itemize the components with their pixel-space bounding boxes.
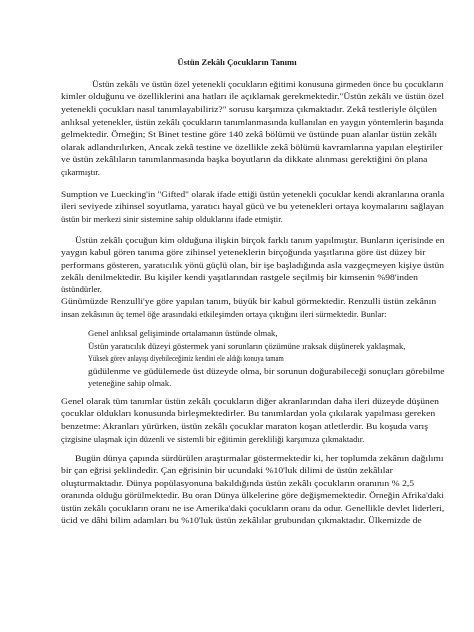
text-line: insan zekâsının üç temel öğe arasındaki etkileşimden ortaya çıktığını ileri sürmektedir. Bunlar: (61, 309, 387, 319)
text-line: çıkarmıştır. (61, 167, 100, 177)
text-line: Bugün dünya çapında sürdürülen araştırmalar göstermektedir ki, her toplumda zekânın dağılımı (75, 453, 444, 463)
text-line: güdülenme ve güdülemede üst düzeyde olma, bir sorunun doğurabileceği sonuçları görebilme (88, 366, 445, 376)
text-line: Üstün zekâlı ve üstün özel yetenekli çocukların eğitimi konusuna girmeden önce bu çocukların (92, 79, 444, 89)
text-line: çocuklar oldukları konusunda birleşmektedirler. Bu tanımlardan yola çıkılarak yapılması gereken (61, 408, 436, 418)
text-line: Sumption ve Luecking'in "Gifted" olarak ifade ettiği üstün yetenekli çocuklar kendi akranlarına oranla (61, 189, 445, 199)
text-line: yaygın kabul gören tanıma göre zihinsel yeteneklerin birçoğunda yaşıtlarına göre üst düzey bir (61, 247, 426, 257)
text-line: Üstün zekâlı çocuğun kim olduğuna ilişkin birçok farklı tanım yapılmıştır. Bunların içerisinde en (75, 235, 445, 245)
text-line: benzetme: Akranları yürürken, üstün zekâlı çocuklar maraton koşan atletlerdir. Bu koşuda varış (61, 421, 428, 431)
text-line: gelmektedir. Örneğin; St Binet testine göre 140 zekâ bölümü ve üstünde puan alanlar üstün zekâlı (61, 129, 438, 139)
text-line: ve üstün zekâlıların tanımlanmasında başka boyutların da dikkate alınması gerektiğini ön plana (61, 154, 428, 164)
text-line: zekâlı denilmektedir. Bu kişiler kendi yaşıtlarından rastgele seçilmiş bir kimsenin %98'inden (61, 272, 418, 282)
text-line: oluşturmaktadır. Dünya popülasyonuna bakıldığında üstün zekâlı çocukların oranının % 2,5 (61, 478, 415, 488)
text-line: Genel olarak tüm tanımlar üstün zekâlı çocukların diğer akranlarından daha ileri düzeyde düşünen (61, 396, 439, 406)
text-line: ücid ve dâhi bilim adamları bu %10'luk üstün zekâlılar grubundan çıkmaktadır. Ülkemizde de (61, 515, 422, 525)
text-line: oranında olduğu görülmektedir. Bu oran Dünya ülkelerine göre değişmemektedir. Örneğin Afrika'daki (61, 490, 444, 500)
text-line: Günümüzde Renzulli'ye göre yapılan tanım, büyük bir kabul görmektedir. Renzulli üstün zekânın (61, 296, 437, 306)
text-line: olarak adlandırılırken, Ancak zekâ testine ve özellikle zekâ bölümü kavramlarına yapılan eleştiriler (61, 142, 443, 152)
text-line: ileri seviyede zihinsel soyutlama, yaratıcı hayal gücü ve bu yetenekleri ortaya koymalarını sağlayan (61, 201, 444, 211)
text-line: yetenekli çocukları nasıl tanımlayabiliriz?" sorusu karşımıza çıkmaktadır. Zekâ testleriyle ölçülen (61, 104, 437, 114)
text-line: üstündürler. (61, 284, 102, 294)
text-line: performans gösteren, yaratıcılık yönü güçlü olan, bir işe başladığında asla vazgeçmeyen kişiye üstün (61, 260, 445, 270)
text-line: anlıksal yetenekler, üstün zekâlı çocukların tanımlanmasında kullanılan en yaygın yöntemlerin başında (61, 117, 444, 127)
text-line: üstün bir merkezi sinir sistemine sahip olduklarını ifade etmiştir. (61, 214, 283, 224)
text-line: Yüksek görev anlayışı diyebileceğimiz kendini ele aldığı konuya tamam (88, 353, 284, 363)
text-line: Genel anlıksal gelişiminde ortalamanın üstünde olmak, (88, 328, 278, 338)
text-line: çizgisine ulaşmak için düzenli ve sistemli bir eğitimin gerekliliği karşımıza çıkmaktadır. (61, 434, 365, 444)
text-line: kimler olduğunu ve özelliklerini ana hatları ile açıklamak gerekmektedir."Üstün zekâlı ve üstün özel (61, 91, 445, 101)
text-line: Üstün yaratıcılık düzeyi göstermek yani sorunların çözümüne ıraksak düşünerek yaklaşmak, (88, 341, 406, 351)
text-line: üstün zekâlı çocukların oranı ne ise Amerika'daki çocukların oranı da odur. Genellikle devlet liderleri, (61, 503, 445, 513)
document-title: Üstün Zekâlı Çocukların Tanımı (177, 57, 297, 67)
text-line: yeteneğine sahip olmak. (88, 378, 172, 388)
text-line: bir çan eğrisi şeklindedir. Çan eğrisinin bir ucundaki %10'luk dilimi de üstün zekâlılar (61, 465, 393, 475)
